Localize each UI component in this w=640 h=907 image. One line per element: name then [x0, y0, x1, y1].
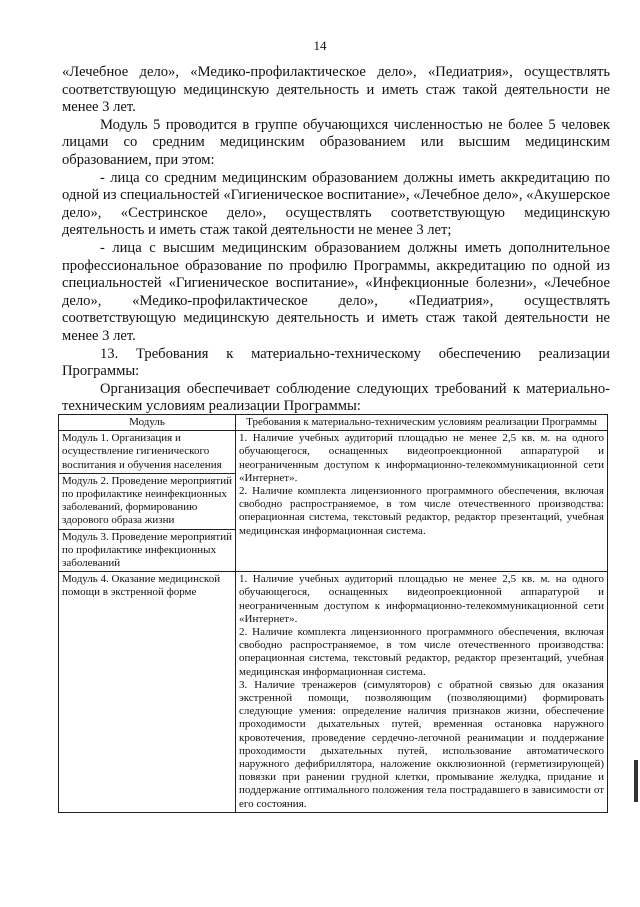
header-module: Модуль [59, 415, 236, 431]
requirement-item: 1. Наличие учебных аудиторий площадью не менее 2,5 кв. м. на одного обучающегося, оснащенных видеопроекционной аппаратурой и неограниченным доступом к информационно-телекоммуникационной сети «Интернет». [239, 573, 604, 625]
paragraph-requirements-intro: Организация обеспечивает соблюдение следующих требований к материально-техническим условиям реализации Программы: [62, 380, 610, 415]
table-header-row [59, 415, 608, 431]
requirement-item: 3. Наличие тренажеров (симуляторов) с обратной связью для оказания экстренной помощи, позволяющим (позволяющими) формировать следующие умения: определение наличия признаков жизни, обеспечение проходимости дыхательных путей, временная остановка наружного кровотечения, проведение сердечно-легочной реанимации и поддержание проходимости дыхательных путей, использование автоматического наружного дефибриллятора, наложение окклюзионной (герметизирующей) повязки при ранении грудной клетки, промывание желудка, придание и поддержание оптимального положения тела пострадавшего в зависимости от его состояния. [239, 678, 604, 810]
scan-edge-mark [634, 760, 638, 802]
module-cell: Модуль 4. Оказание медицинской помощи в экстренной форме [59, 572, 236, 813]
section-heading-13: 13. Требования к материально-техническому обеспечению реализации Программы: [62, 345, 610, 380]
paragraph-module5: Модуль 5 проводится в группе обучающихся численностью не более 5 человек лицами со средним медицинским образованием или высшим медицинским образованием, при этом: [62, 116, 610, 168]
requirement-item: 2. Наличие комплекта лицензионного программного обеспечения, включая свободно распространяемое, в том числе отечественного производства: операционная система, текстовый редактор, редактор презентаций, учебная медицинская информационная система. [239, 485, 604, 537]
requirement-item: 2. Наличие комплекта лицензионного программного обеспечения, включая свободно распространяемое, в том числе отечественного производства: операционная система, текстовый редактор, редактор презентаций, учебная медицинская информационная система. [239, 626, 604, 678]
header-requirements: Требования к материально-техническим условиям реализации Программы [236, 415, 608, 431]
table-row [59, 572, 608, 813]
page-number: 14 [313, 38, 327, 53]
paragraph-secondary-education: - лица со средним медицинским образованием должны иметь аккредитацию по одной из специальностей «Гигиеническое воспитание», «Лечебное дело», «Акушерское дело», «Сестринское дело», осуществлять соответствующую медицинскую деятельность и иметь стаж такой деятельности не менее 3 лет; [62, 169, 610, 239]
requirement-item: 1. Наличие учебных аудиторий площадью не менее 2,5 кв. м. на одного обучающегося, оснащенных видеопроекционной аппаратурой и неограниченным доступом к информационно-телекоммуникационной сети «Интернет». [239, 432, 604, 484]
document-body [62, 64, 610, 416]
module-cell: Модуль 2. Проведение мероприятий по профилактике неинфекционных заболеваний, формированию здорового образа жизни [59, 473, 236, 529]
paragraph-higher-education: - лица с высшим медицинским образованием должны иметь дополнительное профессиональное образование по профилю Программы, аккредитацию по одной из специальностей «Гигиеническое воспитание», «Инфекционные болезни», «Лечебное дело», «Медико-профилактическое дело», «Педиатрия», осуществлять соответствующую медицинскую деятельность и иметь стаж такой деятельности не менее 3 лет. [62, 239, 610, 344]
table-row [59, 431, 608, 474]
module-cell: Модуль 1. Организация и осуществление гигиенического воспитания и обучения населения [59, 431, 236, 474]
paragraph-continuation: «Лечебное дело», «Медико-профилактическое дело», «Педиатрия», осуществлять соответствующую медицинскую деятельность и иметь стаж такой деятельности не менее 3 лет. [62, 64, 610, 116]
module-cell: Модуль 3. Проведение мероприятий по профилактике инфекционных заболеваний [59, 529, 236, 572]
requirements-cell [236, 431, 608, 572]
requirements-table [58, 414, 608, 813]
requirements-cell [236, 572, 608, 813]
